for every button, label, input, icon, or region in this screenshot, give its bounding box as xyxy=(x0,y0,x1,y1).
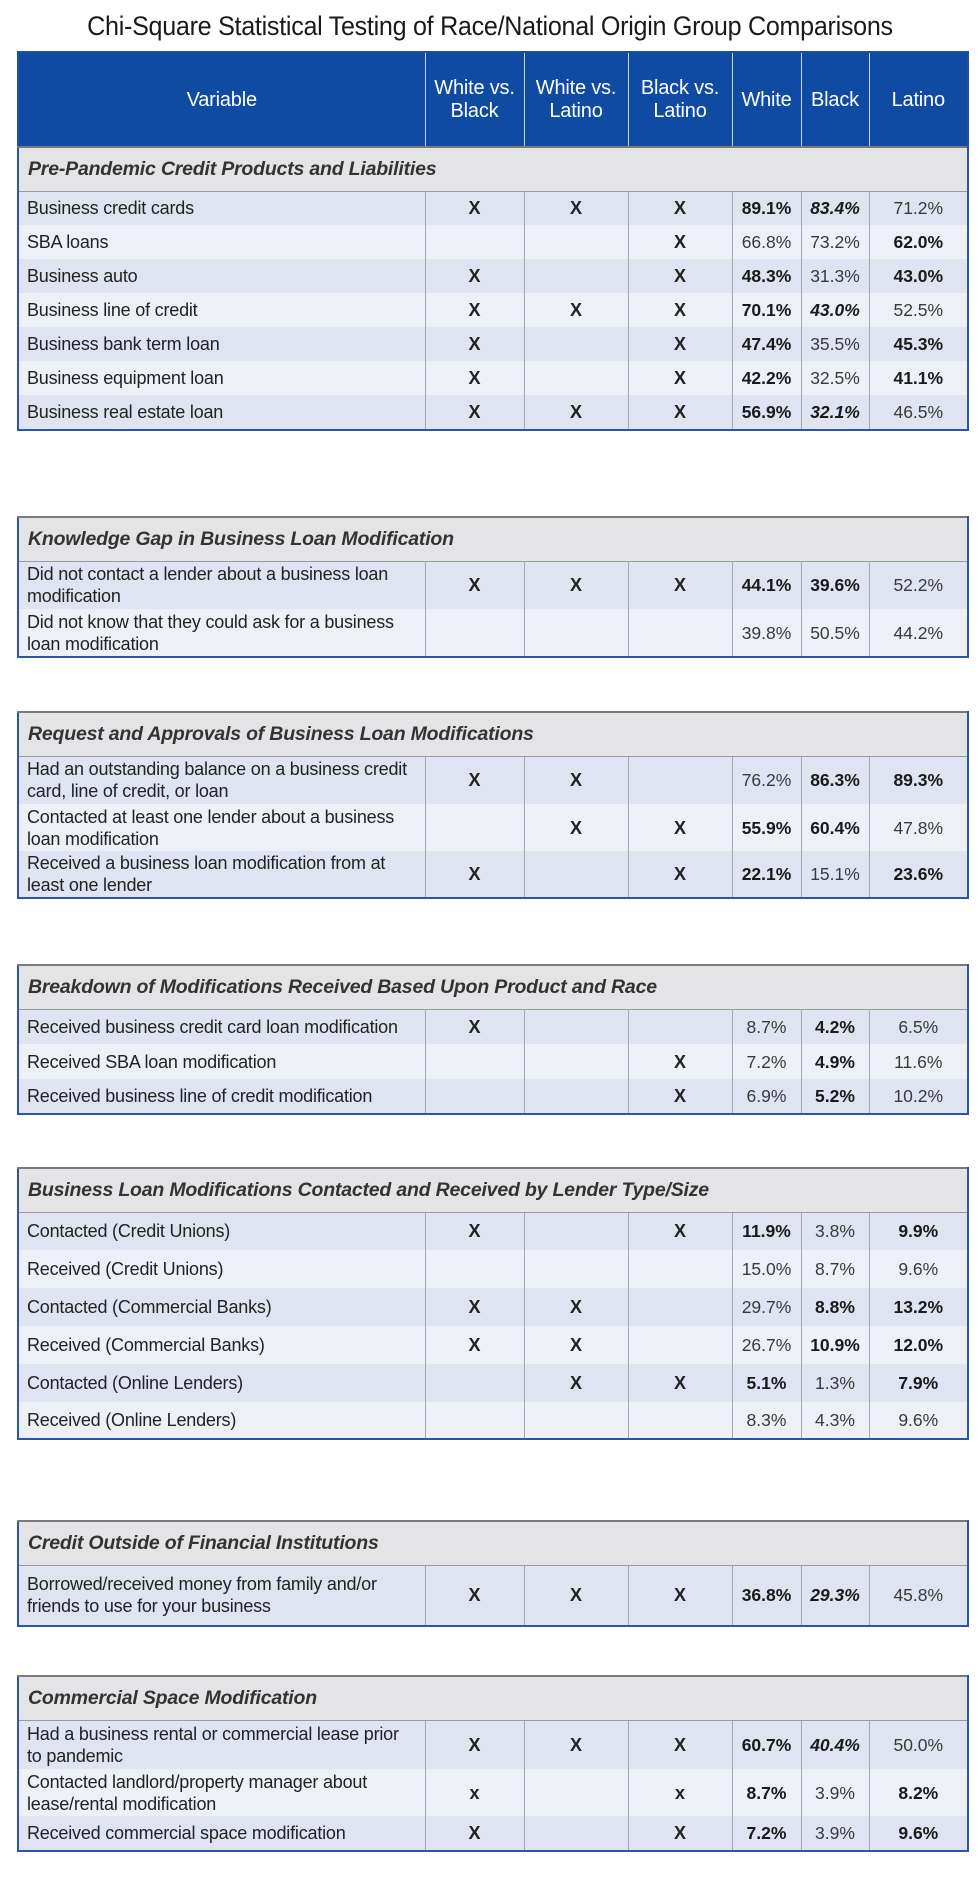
white-vs-latino-mark xyxy=(524,361,628,395)
section-header-row xyxy=(18,712,968,756)
column-header-table xyxy=(17,51,969,149)
table-row xyxy=(18,609,968,657)
black-vs-latino-mark xyxy=(628,1250,732,1288)
table-row xyxy=(18,1402,968,1439)
black-percent: 1.3% xyxy=(801,1364,869,1402)
table-row xyxy=(18,1079,968,1114)
row-label: Business credit cards xyxy=(18,191,425,225)
black-percent: 4.9% xyxy=(801,1044,869,1079)
white-vs-latino-mark: X xyxy=(524,191,628,225)
black-percent: 50.5% xyxy=(801,609,869,657)
latino-percent: 8.2% xyxy=(869,1769,968,1816)
section-header-row xyxy=(18,147,968,191)
latino-percent: 6.5% xyxy=(869,1009,968,1044)
black-vs-latino-mark: X xyxy=(628,1044,732,1079)
section-table xyxy=(17,1167,969,1440)
table-row xyxy=(18,395,968,430)
column-header-black-vs-latino: Black vs. Latino xyxy=(628,52,732,148)
black-percent: 39.6% xyxy=(801,561,869,609)
black-vs-latino-mark: X xyxy=(628,1212,732,1250)
white-vs-latino-mark xyxy=(524,1212,628,1250)
white-percent: 22.1% xyxy=(732,851,801,898)
table-row xyxy=(18,191,968,225)
section-header-row xyxy=(18,1168,968,1212)
section-table xyxy=(17,516,969,658)
row-label: Contacted at least one lender about a business loan modification xyxy=(18,804,425,851)
row-label: Business auto xyxy=(18,259,425,293)
white-vs-black-mark: X xyxy=(425,191,524,225)
table-row xyxy=(18,1816,968,1851)
white-vs-black-mark xyxy=(425,804,524,851)
black-percent: 73.2% xyxy=(801,225,869,259)
row-label: Did not know that they could ask for a business loan modification xyxy=(18,609,425,657)
black-vs-latino-mark: X xyxy=(628,395,732,430)
latino-percent: 50.0% xyxy=(869,1720,968,1769)
row-label: Borrowed/received money from family and/or friends to use for your business xyxy=(18,1565,425,1626)
black-percent: 3.8% xyxy=(801,1212,869,1250)
white-percent: 89.1% xyxy=(732,191,801,225)
black-vs-latino-mark xyxy=(628,1326,732,1364)
latino-percent: 47.8% xyxy=(869,804,968,851)
white-vs-latino-mark xyxy=(524,609,628,657)
white-vs-latino-mark: X xyxy=(524,1364,628,1402)
white-percent: 8.3% xyxy=(732,1402,801,1439)
row-label: Contacted (Online Lenders) xyxy=(18,1364,425,1402)
latino-percent: 9.6% xyxy=(869,1402,968,1439)
white-vs-black-mark: X xyxy=(425,1288,524,1326)
row-label: Business equipment loan xyxy=(18,361,425,395)
latino-percent: 10.2% xyxy=(869,1079,968,1114)
section-title: Business Loan Modifications Contacted and Received by Lender Type/Size xyxy=(18,1168,968,1212)
white-percent: 66.8% xyxy=(732,225,801,259)
white-vs-latino-mark xyxy=(524,1816,628,1851)
section-title: Knowledge Gap in Business Loan Modification xyxy=(18,517,968,561)
row-label: Received (Online Lenders) xyxy=(18,1402,425,1439)
black-vs-latino-mark: X xyxy=(628,1079,732,1114)
table-row xyxy=(18,1720,968,1769)
latino-percent: 23.6% xyxy=(869,851,968,898)
section-table xyxy=(17,146,969,431)
white-vs-black-mark xyxy=(425,609,524,657)
white-vs-black-mark: X xyxy=(425,327,524,361)
white-vs-black-mark xyxy=(425,1044,524,1079)
page-title: Chi-Square Statistical Testing of Race/National Origin Group Comparisons xyxy=(87,11,893,41)
black-percent: 40.4% xyxy=(801,1720,869,1769)
table-row xyxy=(18,756,968,804)
white-vs-latino-mark: X xyxy=(524,756,628,804)
black-percent: 86.3% xyxy=(801,756,869,804)
latino-percent: 62.0% xyxy=(869,225,968,259)
white-vs-latino-mark: X xyxy=(524,1326,628,1364)
black-vs-latino-mark: X xyxy=(628,225,732,259)
section-header-row xyxy=(18,517,968,561)
row-label: Had an outstanding balance on a business credit card, line of credit, or loan xyxy=(18,756,425,804)
row-label: Contacted (Credit Unions) xyxy=(18,1212,425,1250)
black-vs-latino-mark: X xyxy=(628,804,732,851)
section-title: Request and Approvals of Business Loan Modifications xyxy=(18,712,968,756)
row-label: Contacted landlord/property manager about lease/rental modification xyxy=(18,1769,425,1816)
black-vs-latino-mark: X xyxy=(628,293,732,327)
white-percent: 11.9% xyxy=(732,1212,801,1250)
latino-percent: 45.8% xyxy=(869,1565,968,1626)
latino-percent: 7.9% xyxy=(869,1364,968,1402)
white-percent: 15.0% xyxy=(732,1250,801,1288)
black-percent: 83.4% xyxy=(801,191,869,225)
column-header-black: Black xyxy=(801,52,869,148)
white-vs-latino-mark: X xyxy=(524,1720,628,1769)
white-vs-latino-mark xyxy=(524,327,628,361)
white-percent: 5.1% xyxy=(732,1364,801,1402)
white-percent: 6.9% xyxy=(732,1079,801,1114)
table-row xyxy=(18,327,968,361)
white-vs-black-mark: X xyxy=(425,1212,524,1250)
white-vs-latino-mark: X xyxy=(524,1288,628,1326)
table-row xyxy=(18,1212,968,1250)
table-row xyxy=(18,1565,968,1626)
black-percent: 4.3% xyxy=(801,1402,869,1439)
white-vs-latino-mark xyxy=(524,1769,628,1816)
white-percent: 39.8% xyxy=(732,609,801,657)
row-label: Business bank term loan xyxy=(18,327,425,361)
white-vs-black-mark xyxy=(425,1364,524,1402)
black-vs-latino-mark: X xyxy=(628,1720,732,1769)
white-vs-black-mark: X xyxy=(425,1565,524,1626)
black-percent: 5.2% xyxy=(801,1079,869,1114)
row-label: SBA loans xyxy=(18,225,425,259)
black-percent: 15.1% xyxy=(801,851,869,898)
table-row xyxy=(18,851,968,898)
latino-percent: 12.0% xyxy=(869,1326,968,1364)
column-header-variable: Variable xyxy=(18,52,425,148)
latino-percent: 11.6% xyxy=(869,1044,968,1079)
black-vs-latino-mark: X xyxy=(628,327,732,361)
latino-percent: 9.9% xyxy=(869,1212,968,1250)
white-vs-black-mark: X xyxy=(425,851,524,898)
latino-percent: 71.2% xyxy=(869,191,968,225)
black-percent: 29.3% xyxy=(801,1565,869,1626)
black-percent: 8.8% xyxy=(801,1288,869,1326)
latino-percent: 9.6% xyxy=(869,1816,968,1851)
white-vs-latino-mark xyxy=(524,259,628,293)
white-percent: 70.1% xyxy=(732,293,801,327)
black-vs-latino-mark xyxy=(628,609,732,657)
latino-percent: 52.2% xyxy=(869,561,968,609)
section-header-row xyxy=(18,965,968,1009)
table-row xyxy=(18,361,968,395)
black-vs-latino-mark xyxy=(628,1288,732,1326)
white-vs-black-mark xyxy=(425,1079,524,1114)
column-header-white-vs-black: White vs. Black xyxy=(425,52,524,148)
white-vs-black-mark xyxy=(425,1402,524,1439)
row-label: Received SBA loan modification xyxy=(18,1044,425,1079)
white-percent: 55.9% xyxy=(732,804,801,851)
white-percent: 7.2% xyxy=(732,1816,801,1851)
latino-percent: 13.2% xyxy=(869,1288,968,1326)
row-label: Received commercial space modification xyxy=(18,1816,425,1851)
black-vs-latino-mark: X xyxy=(628,361,732,395)
latino-percent: 89.3% xyxy=(869,756,968,804)
black-vs-latino-mark: X xyxy=(628,561,732,609)
white-vs-black-mark: X xyxy=(425,1326,524,1364)
latino-percent: 52.5% xyxy=(869,293,968,327)
black-vs-latino-mark: X xyxy=(628,191,732,225)
table-row xyxy=(18,1009,968,1044)
white-vs-latino-mark xyxy=(524,1402,628,1439)
column-header-latino: Latino xyxy=(869,52,968,148)
section-table xyxy=(17,1520,969,1627)
section-table xyxy=(17,964,969,1115)
black-vs-latino-mark: x xyxy=(628,1769,732,1816)
white-vs-black-mark: X xyxy=(425,1816,524,1851)
black-percent: 3.9% xyxy=(801,1816,869,1851)
white-vs-latino-mark: X xyxy=(524,1565,628,1626)
white-percent: 8.7% xyxy=(732,1009,801,1044)
white-percent: 47.4% xyxy=(732,327,801,361)
white-vs-black-mark: X xyxy=(425,1009,524,1044)
black-percent: 4.2% xyxy=(801,1009,869,1044)
latino-percent: 46.5% xyxy=(869,395,968,430)
section-title: Credit Outside of Financial Institutions xyxy=(18,1521,968,1565)
table-row xyxy=(18,804,968,851)
black-vs-latino-mark xyxy=(628,756,732,804)
latino-percent: 9.6% xyxy=(869,1250,968,1288)
table-row xyxy=(18,561,968,609)
white-vs-latino-mark: X xyxy=(524,804,628,851)
row-label: Received (Commercial Banks) xyxy=(18,1326,425,1364)
latino-percent: 45.3% xyxy=(869,327,968,361)
black-percent: 32.5% xyxy=(801,361,869,395)
row-label: Received (Credit Unions) xyxy=(18,1250,425,1288)
white-vs-latino-mark: X xyxy=(524,293,628,327)
table-row xyxy=(18,225,968,259)
row-label: Did not contact a lender about a business loan modification xyxy=(18,561,425,609)
black-vs-latino-mark: X xyxy=(628,1816,732,1851)
white-percent: 8.7% xyxy=(732,1769,801,1816)
white-percent: 44.1% xyxy=(732,561,801,609)
black-vs-latino-mark xyxy=(628,1009,732,1044)
row-label: Received a business loan modification from at least one lender xyxy=(18,851,425,898)
section-table xyxy=(17,711,969,899)
white-vs-latino-mark xyxy=(524,1079,628,1114)
section-title: Commercial Space Modification xyxy=(18,1676,968,1720)
white-vs-latino-mark: X xyxy=(524,561,628,609)
white-vs-black-mark: X xyxy=(425,293,524,327)
latino-percent: 44.2% xyxy=(869,609,968,657)
black-percent: 43.0% xyxy=(801,293,869,327)
black-percent: 60.4% xyxy=(801,804,869,851)
row-label: Received business credit card loan modification xyxy=(18,1009,425,1044)
column-header-row xyxy=(18,52,968,148)
table-row xyxy=(18,1326,968,1364)
white-percent: 7.2% xyxy=(732,1044,801,1079)
white-percent: 42.2% xyxy=(732,361,801,395)
white-vs-black-mark: X xyxy=(425,395,524,430)
white-vs-black-mark: X xyxy=(425,1720,524,1769)
row-label: Business real estate loan xyxy=(18,395,425,430)
table-row xyxy=(18,293,968,327)
white-vs-latino-mark xyxy=(524,851,628,898)
white-percent: 26.7% xyxy=(732,1326,801,1364)
white-vs-black-mark: X xyxy=(425,561,524,609)
row-label: Had a business rental or commercial lease prior to pandemic xyxy=(18,1720,425,1769)
white-vs-black-mark: x xyxy=(425,1769,524,1816)
white-percent: 48.3% xyxy=(732,259,801,293)
table-row xyxy=(18,259,968,293)
white-percent: 56.9% xyxy=(732,395,801,430)
section-title: Pre-Pandemic Credit Products and Liabilities xyxy=(18,147,968,191)
row-label: Contacted (Commercial Banks) xyxy=(18,1288,425,1326)
black-percent: 32.1% xyxy=(801,395,869,430)
black-percent: 8.7% xyxy=(801,1250,869,1288)
column-header-white-vs-latino: White vs. Latino xyxy=(524,52,628,148)
section-title: Breakdown of Modifications Received Based Upon Product and Race xyxy=(18,965,968,1009)
black-vs-latino-mark: X xyxy=(628,1364,732,1402)
white-percent: 36.8% xyxy=(732,1565,801,1626)
black-percent: 3.9% xyxy=(801,1769,869,1816)
table-row xyxy=(18,1769,968,1816)
latino-percent: 43.0% xyxy=(869,259,968,293)
black-vs-latino-mark xyxy=(628,1402,732,1439)
latino-percent: 41.1% xyxy=(869,361,968,395)
white-vs-latino-mark xyxy=(524,1250,628,1288)
row-label: Business line of credit xyxy=(18,293,425,327)
white-vs-latino-mark: X xyxy=(524,395,628,430)
table-row xyxy=(18,1044,968,1079)
black-vs-latino-mark: X xyxy=(628,259,732,293)
table-row xyxy=(18,1250,968,1288)
white-percent: 29.7% xyxy=(732,1288,801,1326)
black-vs-latino-mark: X xyxy=(628,1565,732,1626)
table-row xyxy=(18,1288,968,1326)
column-header-white: White xyxy=(732,52,801,148)
white-vs-black-mark xyxy=(425,225,524,259)
black-percent: 31.3% xyxy=(801,259,869,293)
black-percent: 10.9% xyxy=(801,1326,869,1364)
section-header-row xyxy=(18,1676,968,1720)
white-vs-black-mark: X xyxy=(425,259,524,293)
white-vs-latino-mark xyxy=(524,1044,628,1079)
white-vs-black-mark: X xyxy=(425,756,524,804)
white-vs-black-mark: X xyxy=(425,361,524,395)
white-vs-latino-mark xyxy=(524,225,628,259)
section-header-row xyxy=(18,1521,968,1565)
row-label: Received business line of credit modification xyxy=(18,1079,425,1114)
white-percent: 60.7% xyxy=(732,1720,801,1769)
white-percent: 76.2% xyxy=(732,756,801,804)
black-vs-latino-mark: X xyxy=(628,851,732,898)
black-percent: 35.5% xyxy=(801,327,869,361)
table-row xyxy=(18,1364,968,1402)
white-vs-black-mark xyxy=(425,1250,524,1288)
section-table xyxy=(17,1675,969,1852)
white-vs-latino-mark xyxy=(524,1009,628,1044)
